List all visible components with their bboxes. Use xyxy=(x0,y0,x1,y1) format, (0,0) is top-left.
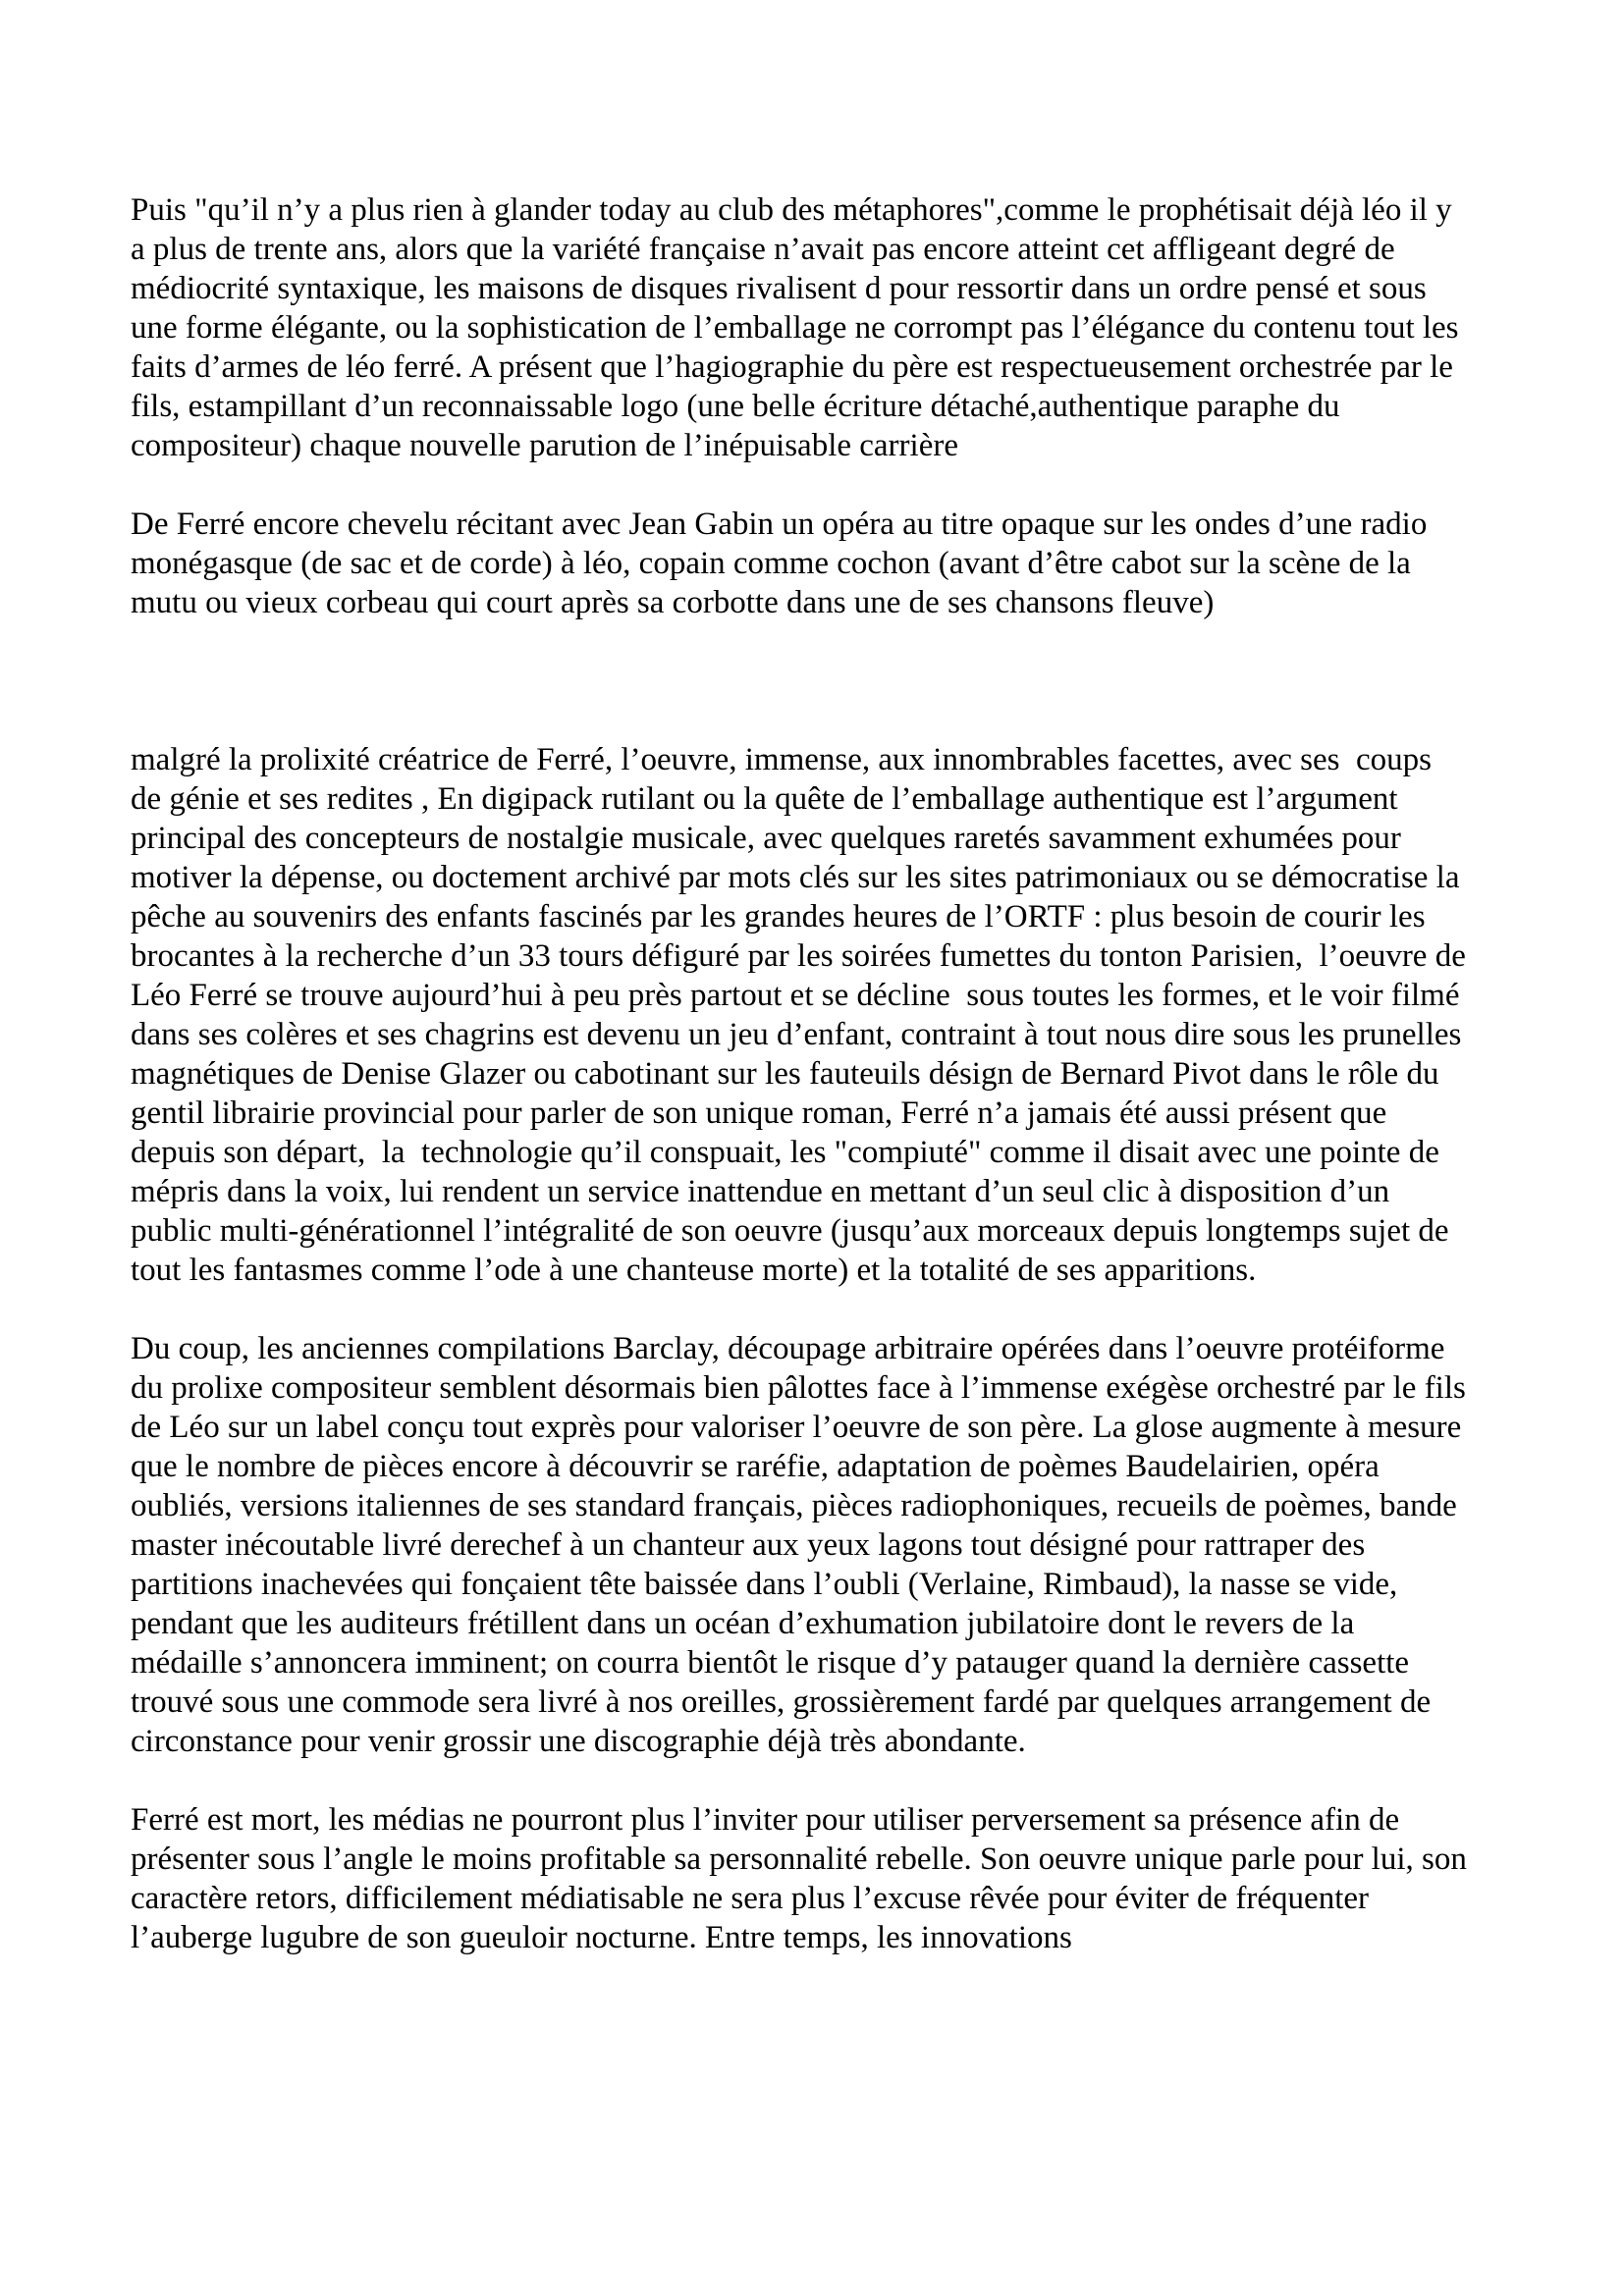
paragraph-1: Puis "qu’il n’y a plus rien à glander today au club des métaphores",comme le prophétisait déjà léo il y a plus de trente ans, alors que la variété française n’avait pas encore atteint cet affligeant degré de médiocrité syntaxique, les maisons de disques rivalisent d pour ressortir dans un ordre pensé et sous une forme élégante, ou la sophistication de l’emballage ne corrompt pas l’élégance du contenu tout les faits d’armes de léo ferré. A présent que l’hagiographie du père est respectueusement orchestrée par le fils, estampillant d’un reconnaissable logo (une belle écriture détaché,authentique paraphe du compositeur) chaque nouvelle parution de l’inépuisable carrière xyxy=(131,192,1467,463)
document-text-block xyxy=(131,190,1476,1997)
paragraph-5: Ferré est mort, les médias ne pourront plus l’inviter pour utiliser perversement sa présence afin de présenter sous l’angle le moins profitable sa personnalité rebelle. Son oeuvre unique parle pour lui, son caractère retors, difficilement médiatisable ne sera plus l’excuse rêvée pour éviter de fréquenter l’auberge lugubre de son gueuloir nocturne. Entre temps, les innovations xyxy=(131,1802,1476,1955)
paragraph-3: malgré la prolixité créatrice de Ferré, l’oeuvre, immense, aux innombrables facettes, avec ses coups de génie et ses redites , En digipack rutilant ou la quête de l’emballage authentique est l’argument principal des concepteurs de nostalgie musicale, avec quelques raretés savamment exhumées pour motiver la dépense, ou doctement archivé par mots clés sur les sites patrimoniaux ou se démocratise la pêche au souvenirs des enfants fascinés par les grandes heures de l’ORTF : plus besoin de courir les brocantes à la recherche d’un 33 tours défiguré par les soirées fumettes du tonton Parisien, l’oeuvre de Léo Ferré se trouve aujourd’hui à peu près partout et se décline sous toutes les formes, et le voir filmé dans ses colères et ses chagrins est devenu un jeu d’enfant, contraint à tout nous dire sous les prunelles magnétiques de Denise Glazer ou cabotinant sur les fauteuils désign de Bernard Pivot dans le rôle du gentil librairie provincial pour parler de son unique roman, Ferré n’a jamais été aussi présent que depuis son départ, la technologie qu’il conspuait, les "compiuté" comme il disait avec une pointe de mépris dans la voix, lui rendent un service inattendue en mettant d’un seul clic à disposition d’un public multi-générationnel l’intégralité de son oeuvre (jusqu’aux morceaux depuis longtemps sujet de tout les fantasmes comme l’ode à une chanteuse morte) et la totalité de ses apparitions. xyxy=(131,742,1475,1288)
paragraph-4: Du coup, les anciennes compilations Barclay, découpage arbitraire opérées dans l’oeuvre protéiforme du prolixe compositeur semblent désormais bien pâlottes face à l’immense exégèse orchestré par le fils de Léo sur un label conçu tout exprès pour valoriser l’oeuvre de son père. La glose augmente à mesure que le nombre de pièces encore à découvrir se raréfie, adaptation de poèmes Baudelairien, opéra oubliés, versions italiennes de ses standard français, pièces radiophoniques, recueils de poèmes, bande master inécoutable livré derechef à un chanteur aux yeux lagons tout désigné pour rattraper des partitions inachevées qui fonçaient tête baissée dans l’oubli (Verlaine, Rimbaud), la nasse se vide, pendant que les auditeurs frétillent dans un océan d’exhumation jubilatoire dont le revers de la médaille s’annoncera imminent; on courra bientôt le risque d’y patauger quand la dernière cassette trouvé sous une commode sera livré à nos oreilles, grossièrement fardé par quelques arrangement de circonstance pour venir grossir une discographie déjà très abondante. xyxy=(131,1331,1475,1759)
paragraph-2: De Ferré encore chevelu récitant avec Jean Gabin un opéra au titre opaque sur les ondes d’une radio monégasque (de sac et de corde) à léo, copain comme cochon (avant d’être cabot sur la scène de la mutu ou vieux corbeau qui court après sa corbotte dans une de ses chansons fleuve) xyxy=(131,507,1435,620)
